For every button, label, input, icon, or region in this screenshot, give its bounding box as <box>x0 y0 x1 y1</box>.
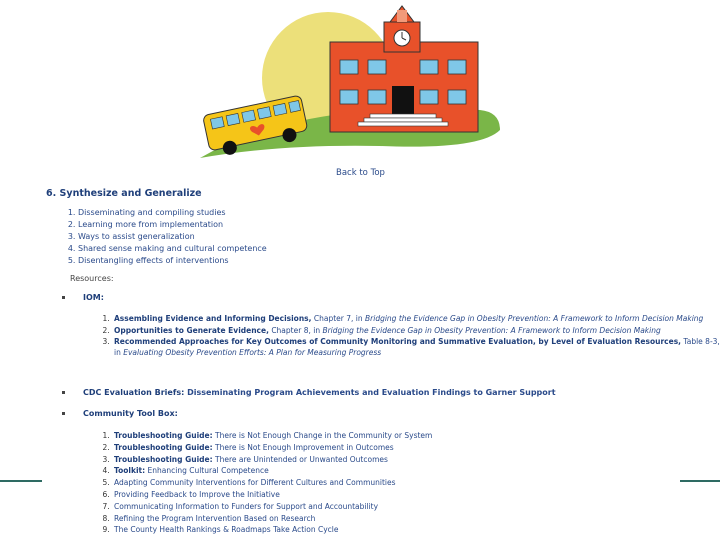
topic-item: 2. Learning more from implementation <box>78 219 267 231</box>
cdc-heading <box>62 388 556 397</box>
section-title-text: Synthesize and Generalize <box>59 188 202 199</box>
topic-list <box>56 207 267 267</box>
cdc-heading-text: CDC Evaluation Briefs: <box>83 388 185 397</box>
ctb-heading <box>62 409 178 418</box>
divider-right <box>680 480 720 482</box>
list-item[interactable]: 2. Troubleshooting Guide: There is Not Enough Improvement in Outcomes <box>112 442 432 454</box>
list-item[interactable]: 7. Communicating Information to Funders for Support and Accountability <box>112 501 432 513</box>
topic-item: 1. Disseminating and compiling studies <box>78 207 267 219</box>
topic-item: 5. Disentangling effects of interventions <box>78 255 267 267</box>
cdc-link[interactable]: Disseminating Program Achievements and Evaluation Findings to Garner Support <box>184 388 556 397</box>
bullet-icon <box>62 296 65 299</box>
resource-link[interactable]: Opportunities to Generate Evidence, <box>114 325 269 335</box>
section-title <box>46 188 202 199</box>
back-to-top-link[interactable]: Back to Top <box>336 168 385 178</box>
bullet-icon <box>62 391 65 394</box>
iom-heading <box>62 293 104 302</box>
list-item[interactable]: 9. The County Health Rankings & Roadmaps Take Action Cycle <box>112 524 432 536</box>
list-item[interactable]: 1. Troubleshooting Guide: There is Not Enough Change in the Community or System <box>112 430 432 442</box>
resource-link[interactable]: Recommended Approaches for Key Outcomes of Community Monitoring and Summative Evaluation, by Level of Evaluation Resources, <box>114 337 682 346</box>
ctb-heading-text: Community Tool Box: <box>83 409 178 418</box>
list-item[interactable]: 8. Refining the Program Intervention Based on Research <box>112 513 432 525</box>
list-item: 3. Recommended Approaches for Key Outcomes of Community Monitoring and Summative Evaluation, by Level of Evaluation Resources, Table 8-3, in Evaluating Obesity Prevention Efforts: A Plan for Measuring Progress <box>112 337 720 358</box>
iom-list <box>90 314 720 358</box>
list-item[interactable]: 6. Providing Feedback to Improve the Initiative <box>112 489 432 501</box>
resources-label: Resources: <box>70 274 114 283</box>
divider-left <box>0 480 42 482</box>
resource-link[interactable]: Assembling Evidence and Informing Decisions, <box>114 314 312 323</box>
ctb-list <box>90 430 432 536</box>
topic-item: 4. Shared sense making and cultural competence <box>78 243 267 255</box>
iom-heading-text: IOM: <box>83 293 104 302</box>
school-door <box>392 86 414 114</box>
bullet-icon <box>62 412 65 415</box>
list-item: 2. Opportunities to Generate Evidence, Chapter 8, in Bridging the Evidence Gap in Obesity Prevention: A Framework to Inform Decision Making <box>112 326 720 337</box>
topic-item: 3. Ways to assist generalization <box>78 231 267 243</box>
school-illustration <box>0 0 720 160</box>
list-item[interactable]: 3. Troubleshooting Guide: There are Unintended or Unwanted Outcomes <box>112 454 432 466</box>
section-number: 6. <box>46 188 57 199</box>
list-item: 1. Assembling Evidence and Informing Decisions, Chapter 7, in Bridging the Evidence Gap in Obesity Prevention: A Framework to Inform Decision Making <box>112 314 720 325</box>
list-item[interactable]: 5. Adapting Community Interventions for Different Cultures and Communities <box>112 477 432 489</box>
list-item[interactable]: 4. Toolkit: Enhancing Cultural Competence <box>112 465 432 477</box>
